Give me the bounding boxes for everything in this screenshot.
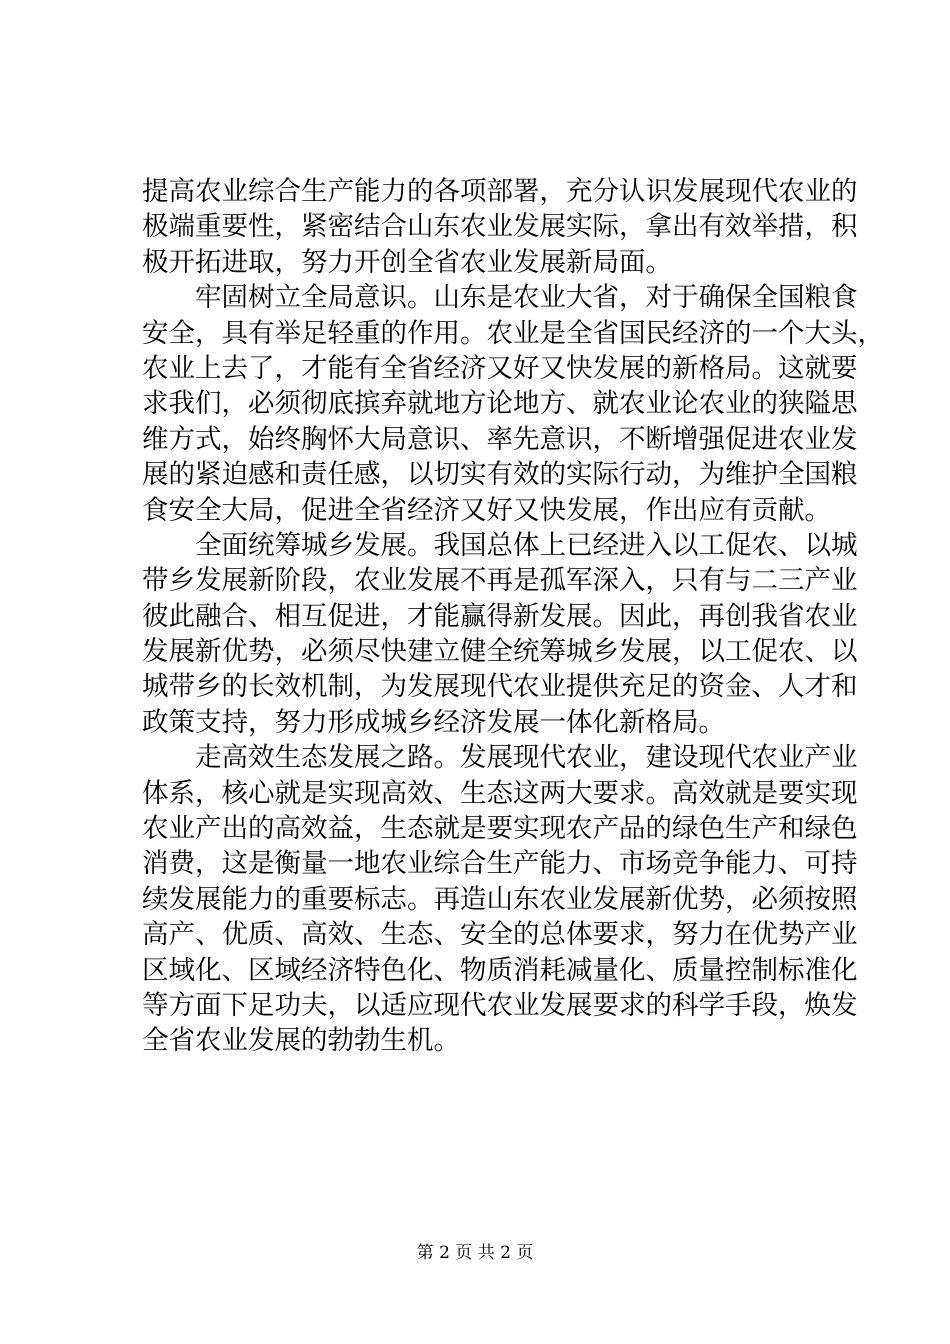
text-line: 城带乡的长效机制，为发展现代农业提供充足的资金、人才和 [142, 671, 858, 703]
document-body [142, 174, 884, 1059]
text-line: 极端重要性，紧密结合山东农业发展实际，拿出有效举措，积 [142, 211, 858, 243]
text-line: 彼此融合、相互促进，才能赢得新发展。因此，再创我省农业 [142, 600, 858, 632]
text-line: 农业产出的高效益，生态就是要实现农产品的绿色生产和绿色 [142, 813, 858, 845]
text-line: 消费，这是衡量一地农业综合生产能力、市场竞争能力、可持 [142, 848, 858, 880]
text-line: 农业上去了，才能有全省经济又好又快发展的新格局。这就要 [142, 352, 858, 384]
page-number-footer: 第 2 页 共 2 页 [416, 1243, 534, 1263]
text-line: 政策支持，努力形成城乡经济发展一体化新格局。 [142, 706, 725, 738]
text-line: 食安全大局，促进全省经济又好又快发展，作出应有贡献。 [142, 494, 831, 526]
text-line: 区域化、区域经济特色化、物质消耗减量化、质量控制标准化 [142, 954, 858, 986]
text-line: 提高农业综合生产能力的各项部署，充分认识发展现代农业的 [142, 176, 858, 207]
paragraph-first-line: 走高效生态发展之路。发展现代农业，建设现代农业产业 [195, 742, 858, 774]
text-line: 求我们，必须彻底摈弃就地方论地方、就农业论农业的狭隘思 [142, 388, 858, 420]
text-line: 极开拓进取，努力开创全省农业发展新局面。 [142, 246, 672, 278]
text-line: 安全，具有举足轻重的作用。农业是全省国民经济的一个大头， [142, 317, 884, 349]
text-line: 维方式，始终胸怀大局意识、率先意识，不断增强促进农业发 [142, 423, 858, 455]
text-line: 展的紧迫感和责任感，以切实有效的实际行动，为维护全国粮 [142, 459, 858, 491]
text-line: 全省农业发展的勃勃生机。 [142, 1025, 460, 1057]
text-line: 体系，核心就是实现高效、生态这两大要求。高效就是要实现 [142, 777, 858, 809]
text-line: 高产、优质、高效、生态、安全的总体要求，努力在优势产业 [142, 919, 858, 951]
paragraph-first-line: 牢固树立全局意识。山东是农业大省，对于确保全国粮食 [195, 282, 858, 314]
text-line: 等方面下足功夫，以适应现代农业发展要求的科学手段，焕发 [142, 989, 858, 1021]
paragraph-first-line: 全面统筹城乡发展。我国总体上已经进入以工促农、以城 [195, 529, 858, 561]
text-line: 发展新优势，必须尽快建立健全统筹城乡发展，以工促农、以 [142, 636, 858, 668]
text-line: 续发展能力的重要标志。再造山东农业发展新优势，必须按照 [142, 883, 858, 915]
text-line: 带乡发展新阶段，农业发展不再是孤军深入，只有与二三产业 [142, 565, 858, 597]
